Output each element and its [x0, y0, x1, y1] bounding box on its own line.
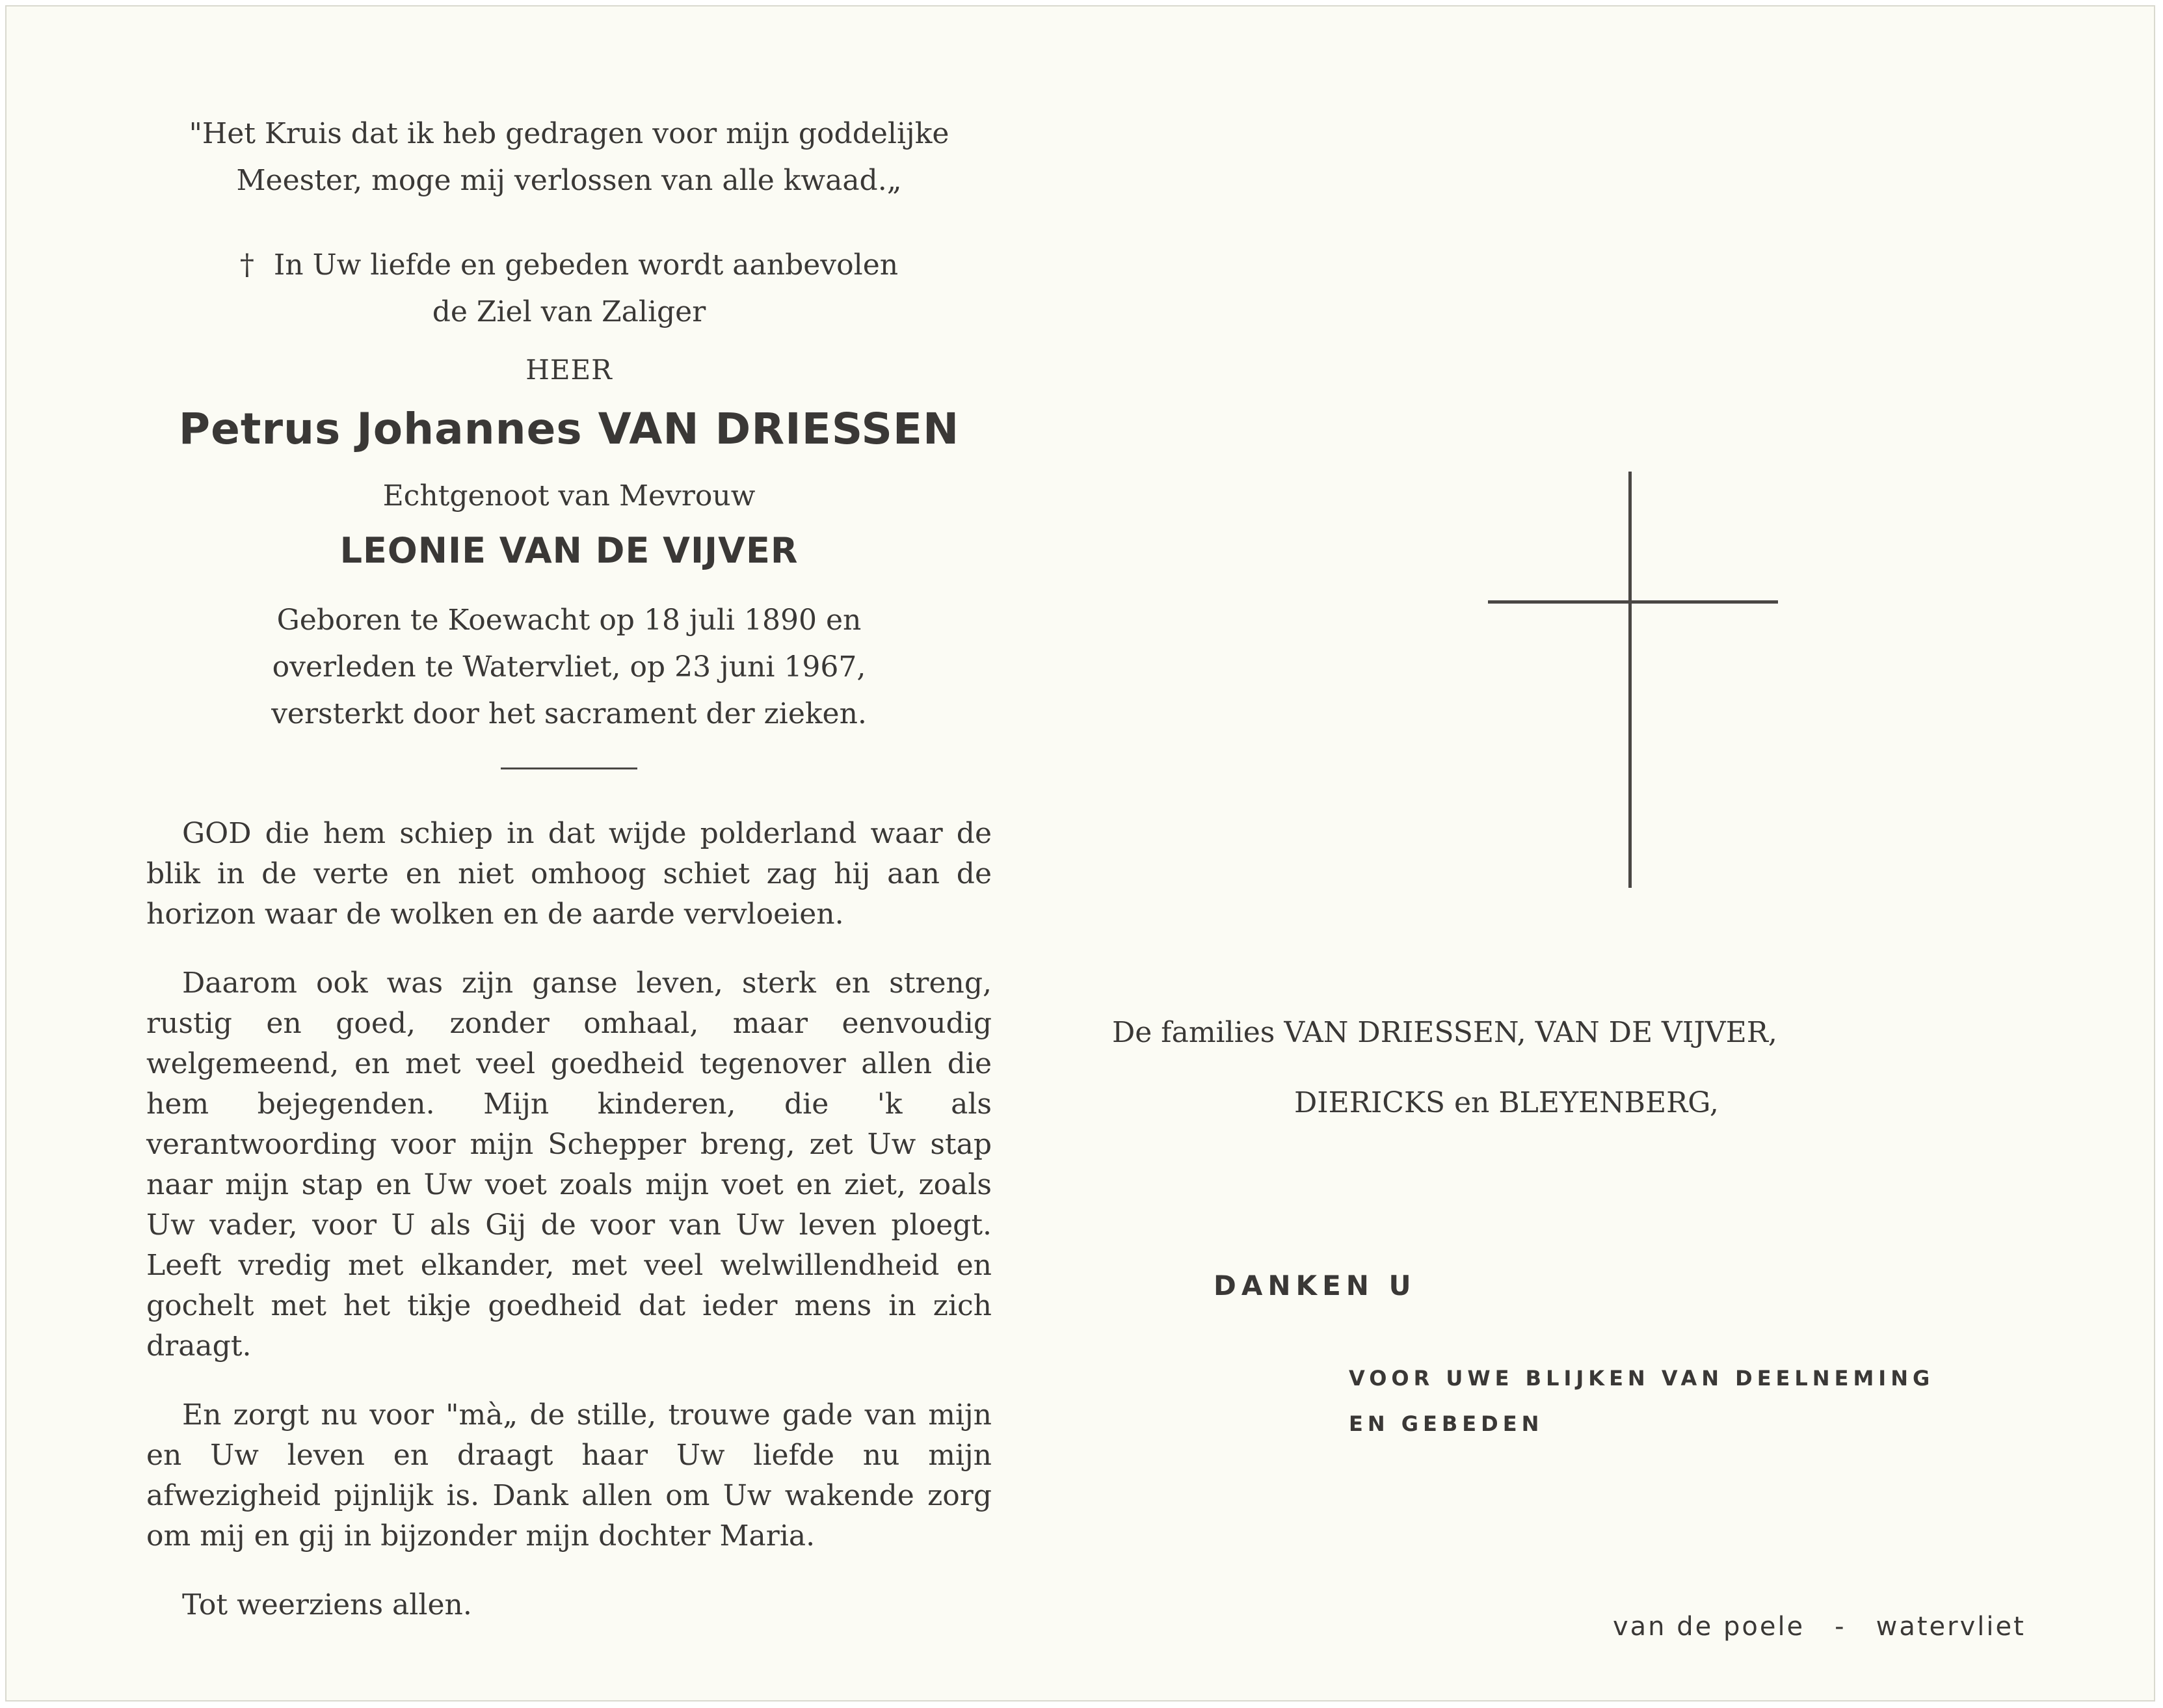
- families-line-2: DIERICKS en BLEYENBERG,: [1294, 1086, 1719, 1119]
- deceased-name: Petrus Johannes VAN DRIESSEN: [178, 404, 960, 454]
- printer-separator: -: [1835, 1612, 1846, 1642]
- left-panel: [146, 111, 992, 1625]
- cross-horizontal-bar: [1488, 600, 1778, 604]
- quote-line-1: "Het Kruis dat ik heb gedragen voor mijn goddelijke: [189, 117, 949, 150]
- thanks-for-line-1: VOOR UWE BLIJKEN VAN DEELNEMING: [1349, 1366, 1935, 1391]
- dates-line-3: versterkt door het sacrament der zieken.: [271, 697, 867, 730]
- paragraph-2: Daarom ook was zijn ganse leven, sterk en streng, rustig en goed, zonder omhaal, maar eenvoudig welgemeend, en met veel goedheid tegenover allen die hem bejegenden. Mijn kinderen, die 'k als verantwoording voor mijn Schepper breng, zet Uw stap naar mijn stap en Uw voet zoals mijn voet en ziet, zoals Uw vader, voor U als Gij de voor van Uw leven ploegt. Leeft vredig met elkander, met veel welwillendheid en gochelt met het tikje goedheid dat ieder mens in zich draagt.: [146, 967, 992, 1363]
- thanks-for: [1349, 1355, 2051, 1447]
- thanks-for-line-2: EN GEBEDEN: [1349, 1411, 1544, 1436]
- printer-place: watervliet: [1876, 1612, 2026, 1642]
- families: [1112, 1013, 2023, 1123]
- divider: [501, 767, 637, 769]
- recommendation: [146, 242, 992, 336]
- printer-imprint: [1613, 1612, 2026, 1642]
- spouse-intro: Echtgenoot van Mevrouw: [382, 479, 756, 513]
- paragraph-4: Tot weerziens allen.: [182, 1588, 472, 1621]
- title-heer: HEER: [525, 354, 613, 386]
- families-line-1: De families VAN DRIESSEN, VAN DE VIJVER,: [1112, 1016, 1777, 1049]
- dates-line-2: overleden te Watervliet, op 23 juni 1967,: [272, 650, 866, 684]
- recommendation-text: In Uw liefde en gebeden wordt aanbevolen: [273, 248, 899, 282]
- cross-symbol-icon: †: [239, 248, 254, 282]
- cross-vertical-bar: [1628, 472, 1632, 888]
- dates: [146, 597, 992, 738]
- paragraph-3: En zorgt nu voor "mà„ de stille, trouwe gade van mijn en Uw leven en draagt haar Uw liefde nu mijn afwezigheid pijnlijk is. Dank allen om Uw wakende zorg om mij en gij in bijzonder mijn dochter Maria.: [146, 1398, 992, 1553]
- cross-icon: [1488, 472, 1778, 888]
- recommendation-line-2: de Ziel van Zaliger: [432, 295, 706, 328]
- paragraph-1: GOD die hem schiep in dat wijde polderland waar de blik in de verte en niet omhoog schiet zag hij aan de horizon waar de wolken en de aarde vervloeien.: [146, 817, 992, 931]
- quote: [146, 111, 992, 204]
- dates-line-1: Geboren te Koewacht op 18 juli 1890 en: [276, 604, 862, 637]
- printer-name: van de poele: [1613, 1612, 1805, 1642]
- thanks-heading: DANKEN U: [1214, 1270, 1416, 1301]
- memorial-card: [5, 5, 2155, 1701]
- recommendation-line-1: [146, 242, 992, 289]
- quote-line-2: Meester, moge mij verlossen van alle kwaad.„: [236, 164, 902, 197]
- spouse-name: LEONIE VAN DE VIJVER: [339, 530, 799, 571]
